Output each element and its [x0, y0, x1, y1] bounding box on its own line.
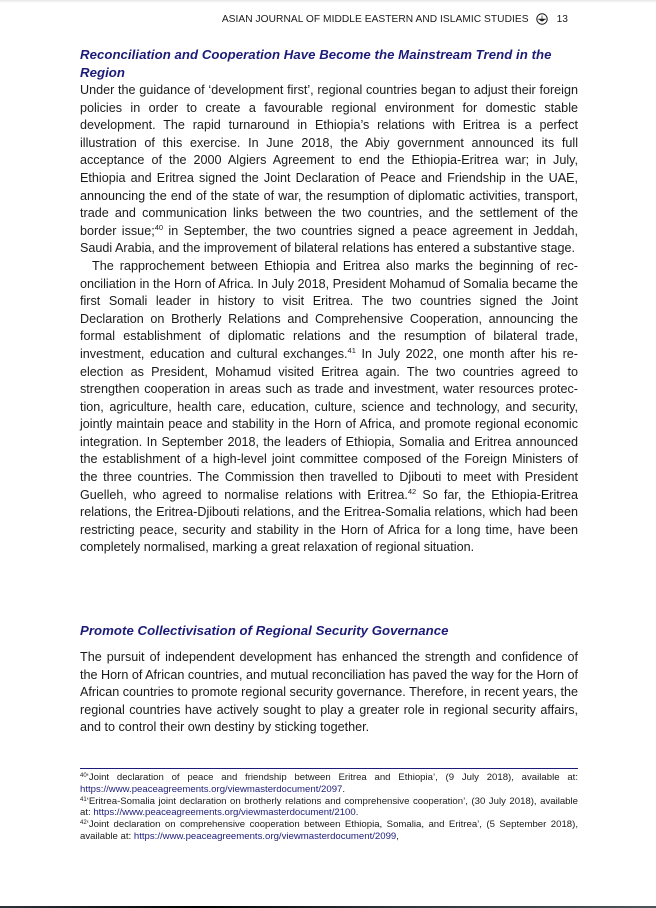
- footnotes: [80, 768, 578, 843]
- footnote-number: 41: [80, 796, 87, 803]
- footnote-punctuation: .: [342, 783, 346, 795]
- footnote-41: [80, 796, 578, 820]
- paragraph-text: So far, the Ethiopia-Eritrea relations, the Eritrea-Djibouti relations, and the Eritrea-Somalia relations, which had been restricting peace, security and stability in the Horn of Africa for a long time, have been completely normalised, marking a great relaxation of regional situation.: [80, 487, 578, 555]
- footnote-number: 40: [80, 773, 87, 779]
- footnote-ref[interactable]: 42: [407, 486, 417, 496]
- paragraph: [80, 649, 578, 737]
- footnote-number: 42: [80, 820, 87, 827]
- section-heading: Promote Collectivisation of Regional Security Governance: [80, 623, 449, 638]
- footnote-text: ‘Eritrea-Somalia joint declaration on brotherly relations and comprehensive cooperation’, (30 July 2018), available at:: [80, 795, 578, 819]
- footnote-text: ‘Joint declaration of peace and friendship between Eritrea and Ethiopia’, (9 July 2018), available at:: [86, 772, 578, 783]
- section-heading: Reconciliation and Cooperation Have Become the Mainstream Trend in the Region: [80, 47, 552, 80]
- footnote-link[interactable]: https://www.peaceagreements.org/viewmasterdocument/2097: [80, 783, 343, 795]
- journal-emblem-icon: [536, 13, 548, 25]
- footnote-40: [80, 772, 578, 796]
- paragraph: [80, 82, 578, 258]
- journal-title: ASIAN JOURNAL OF MIDDLE EASTERN AND ISLAMIC STUDIES: [221, 13, 529, 25]
- paragraph-text: in September, the two countries signed a peace agreement in Jeddah, Saudi Arabia, and the improvement of bilateral relations has entered a substantive stage.: [80, 223, 578, 256]
- paragraph-text: The rapprochement between Ethiopia and Eritrea also marks the beginning of reconciliation in the Horn of Africa. In July 2018, President Mohamud of Somalia became the first Somali leader in history to visit Eritrea. The two countries signed the Joint Declaration on Brotherly Relations and Comprehensive Cooperation, announcing the formal establishment of diplomatic relations and the resumption of bilateral trade, investment, education and cultural exchanges.: [80, 258, 578, 361]
- footnote-ref[interactable]: 40: [154, 222, 164, 232]
- running-header: [222, 13, 568, 25]
- paragraph-text: Under the guidance of ‘development first’, regional countries began to adjust their foreign policies in order to create a favourable regional environment for domestic stable development. The rapid turnaround in Ethiopia’s relations with Eritrea is a perfect illustration of this exercise. In June 2018, the Abiy government announced its full acceptance of the 2000 Algiers Agreement to end the Ethiopia-Eritrea war; in July, Ethiopia and Eritrea signed the Joint Declaration of Peace and Friendship in the UAE, announcing the end of the state of war, the resumption of diplomatic activities, transport, trade and communication links between the two countries, and the settlement of the border issue;: [80, 83, 578, 238]
- footnote-link[interactable]: https://www.peaceagreements.org/viewmasterdocument/2099: [133, 830, 397, 842]
- paragraph-text: In July 2022, one month after his re-election as President, Mohamud visited Eritrea again. The two countries agreed to strengthen cooperation in areas such as trade and investment, water resources protection, agriculture, health care, education, culture, science and technology, and security, jointly maintain peace and stability in the Horn of Africa, and promote regional economic integration. In September 2018, the leaders of Ethiopia, Somalia and Eritrea announced the establishment of a high-level joint committee composed of the Foreign Ministers of the three countries. The Commission then travelled to Djibouti to meet with President Guelleh, who agreed to normalise relations with Eritrea.: [80, 346, 578, 502]
- footnote-ref[interactable]: 41: [347, 345, 356, 355]
- paragraph-text: The pursuit of independent development has enhanced the strength and confidence of the Horn of African countries, and mutual reconciliation has paved the way for the Horn of African countries to promote regional security governance. Therefore, in recent years, the regional countries have actively sought to play a greater role in regional security affairs, and to control their own destiny by sticking together.: [80, 650, 578, 735]
- footnote-link[interactable]: https://www.peaceagreements.org/viewmasterdocument/2100: [93, 807, 356, 819]
- footnote-punctuation: ,: [396, 830, 399, 842]
- footnote-42: [80, 819, 578, 843]
- paragraph: [80, 258, 578, 557]
- article-body: [80, 46, 578, 557]
- page-top-edge: [0, 0, 656, 3]
- footnote-text: ‘Joint declaration on comprehensive cooperation between Ethiopia, Somalia, and Eritrea’, (5 September 2018), available at:: [80, 819, 578, 842]
- page-number: 13: [556, 13, 568, 25]
- footnote-punctuation: .: [355, 807, 359, 819]
